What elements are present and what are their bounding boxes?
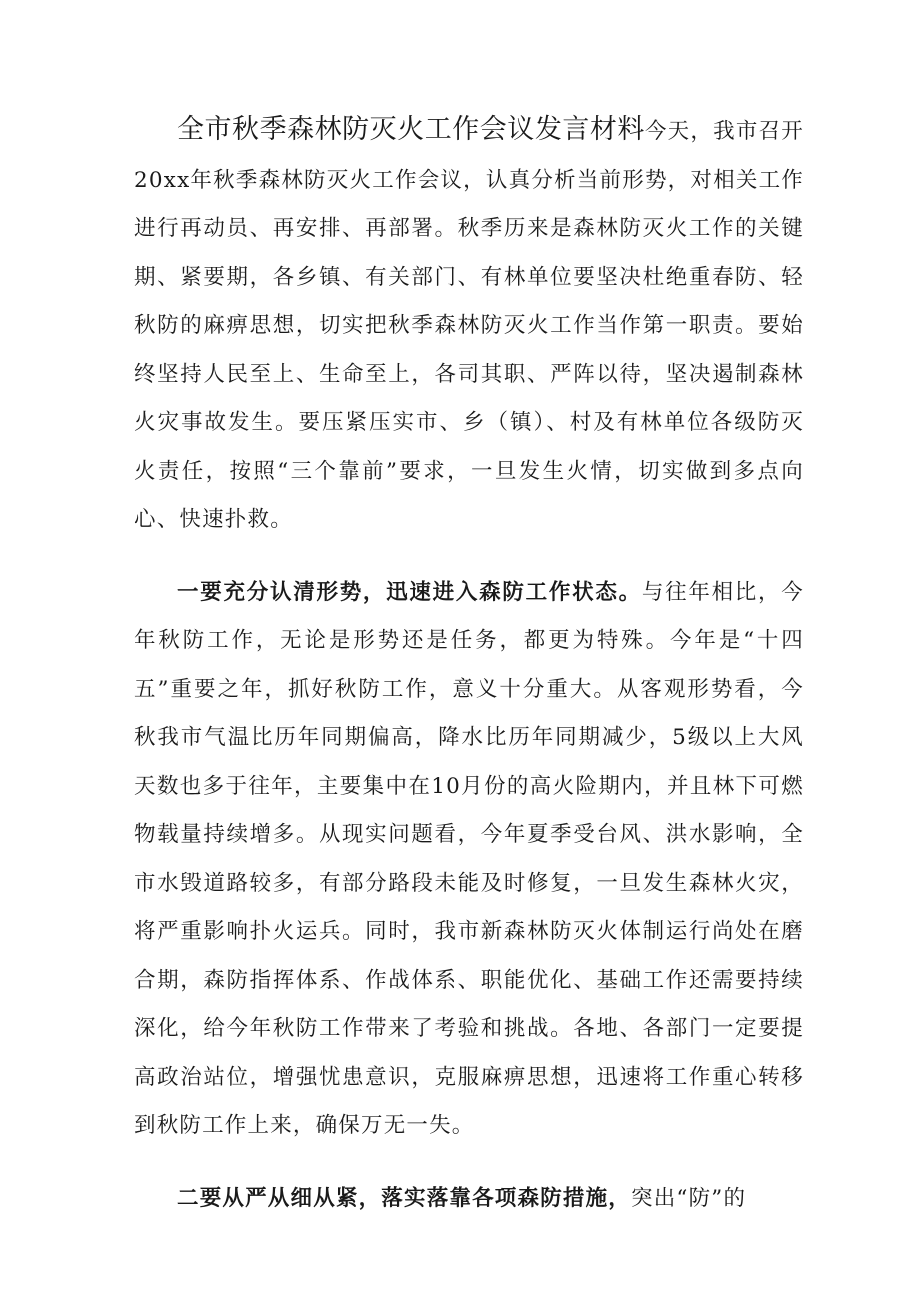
intro-paragraph	[134, 106, 804, 545]
section-paragraph-1	[134, 569, 804, 1151]
document-title: 全市秋季森林防灭火工作会议发言材料	[177, 114, 645, 145]
section-heading-2: 二要从严从细从紧，落实落靠各项森防措施，	[177, 1185, 632, 1211]
section-body-2: 突出“防”的	[631, 1185, 747, 1211]
document-body	[134, 106, 804, 1223]
section-heading-1: 一要充分认清形势，迅速进入森防工作状态。	[177, 579, 642, 605]
section-paragraph-2	[134, 1175, 804, 1224]
intro-text: 今天，我市召开20xx年秋季森林防灭火工作会议，认真分析当前形势，对相关工作进行再动员、再安排、再部署。秋季历来是森林防灭火工作的关键期、紧要期，各乡镇、有关部门、有林单位要坚决杜绝重春防、轻秋防的麻痹思想，切实把秋季森林防灭火工作当作第一职责。要始终坚持人民至上、生命至上，各司其职、严阵以待，坚决遏制森林火灾事故发生。要压紧压实市、乡（镇）、村及有林单位各级防灭火责任，按照“三个靠前”要求，一旦发生火情，切实做到多点向心、快速扑救。	[134, 119, 805, 532]
section-body-1: 与往年相比，今年秋防工作，无论是形势还是任务，都更为特殊。今年是“十四五”重要之年，抓好秋防工作，意义十分重大。从客观形势看，今秋我市气温比历年同期偏高，降水比历年同期减少，5级以上大风天数也多于往年，主要集中在10月份的高火险期内，并且林下可燃物载量持续增多。从现实问题看，今年夏季受台风、洪水影响，全市水毁道路较多，有部分路段未能及时修复，一旦发生森林火灾，将严重影响扑火运兵。同时，我市新森林防灭火体制运行尚处在磨合期，森防指挥体系、作战体系、职能优化、基础工作还需要持续深化，给今年秋防工作带来了考验和挑战。各地、各部门一定要提高政治站位，增强忧患意识，克服麻痹思想，迅速将工作重心转移到秋防工作上来，确保万无一失。	[134, 579, 804, 1138]
